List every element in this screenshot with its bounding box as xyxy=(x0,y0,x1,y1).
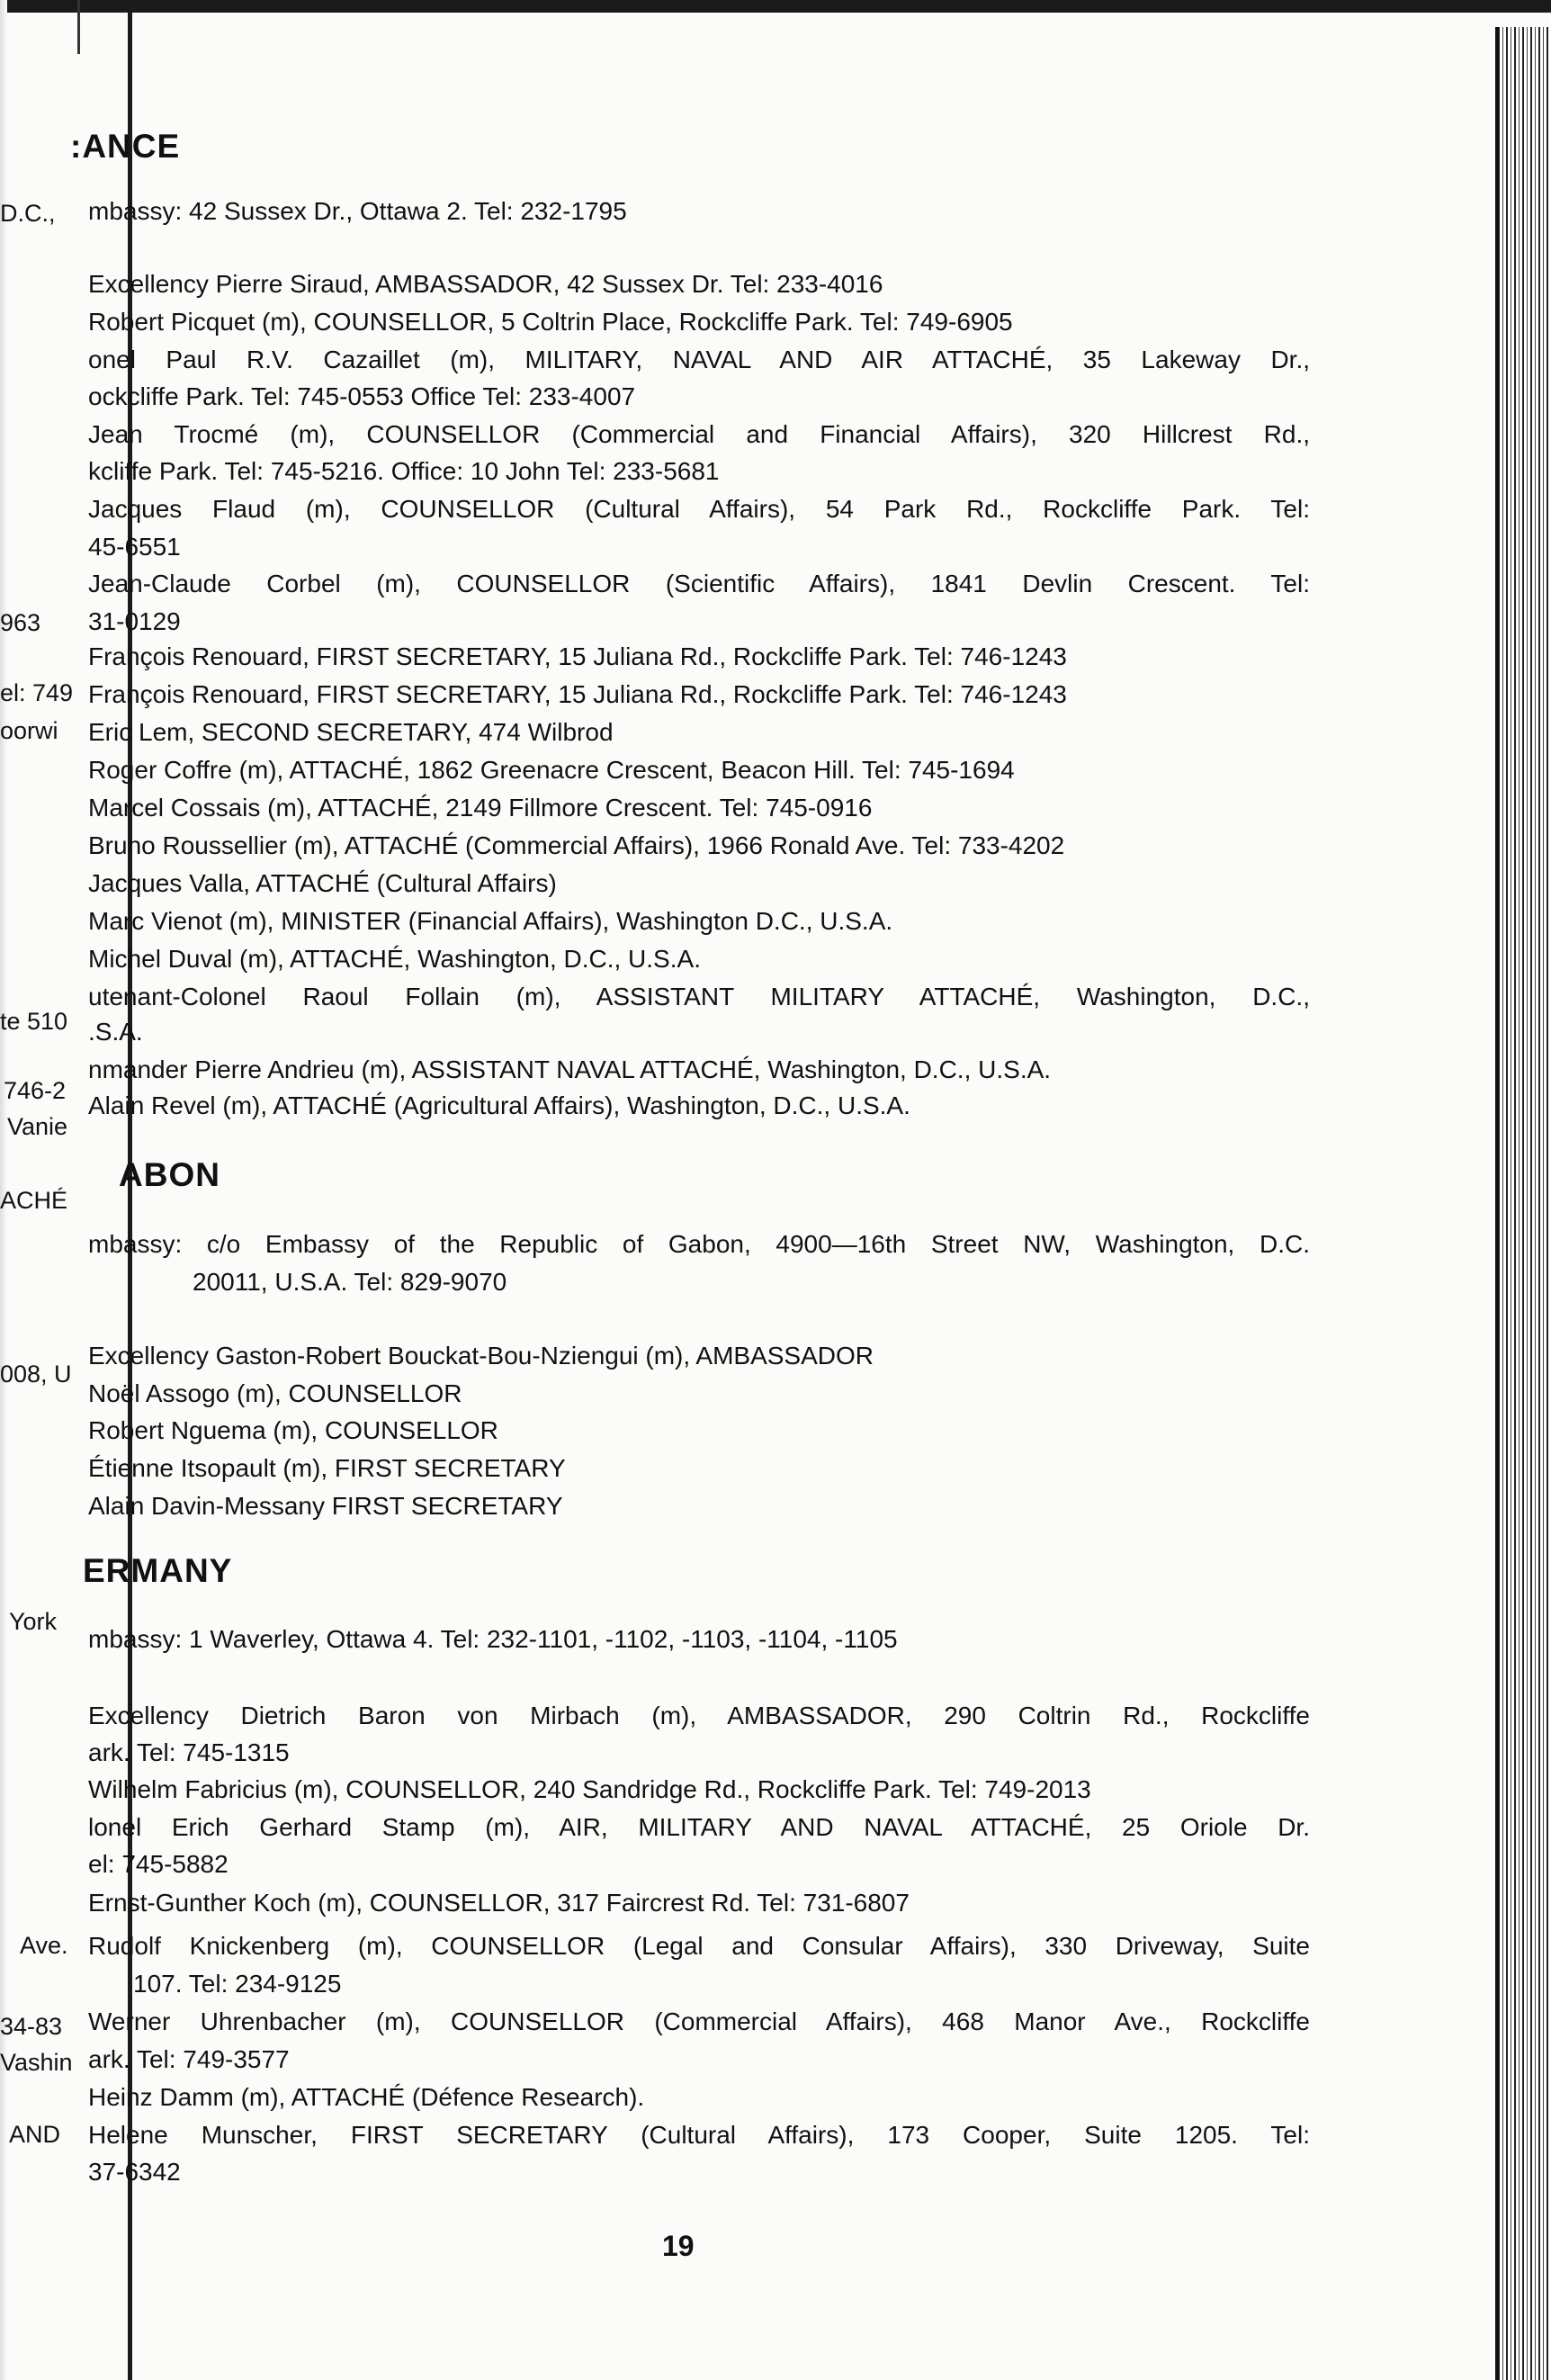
staff-entry: Ernst-Gunther Koch (m), COUNSELLOR, 317 Faircrest Rd. Tel: 731-6807 xyxy=(88,1889,910,1917)
staff-entry: François Renouard, FIRST SECRETARY, 15 Juliana Rd., Rockcliffe Park. Tel: 746-1243 xyxy=(88,680,1067,708)
staff-entry: Robert Nguema (m), COUNSELLOR xyxy=(88,1416,498,1444)
staff-entry: utenant-Colonel Raoul Follain (m), ASSISTANT MILITARY ATTACHÉ, Washington, D.C., xyxy=(88,983,1310,1010)
staff-entry-continued: el: 745-5882 xyxy=(88,1850,229,1878)
staff-entry: Rudolf Knickenberg (m), COUNSELLOR (Legal and Consular Affairs), 330 Driveway, Suite xyxy=(88,1932,1310,1960)
page-number: 19 xyxy=(662,2230,695,2262)
staff-entry: François Renouard, FIRST SECRETARY, 15 Juliana Rd., Rockcliffe Park. Tel: 746-1243 xyxy=(88,642,1067,670)
gutter-mark xyxy=(77,0,80,54)
staff-entry-continued: 45-6551 xyxy=(88,533,181,561)
staff-entry-continued: 37-6342 xyxy=(88,2158,181,2186)
staff-entry-continued: ockcliffe Park. Tel: 745-0553 Office Tel: 233-4007 xyxy=(88,382,636,410)
left-fragment: oorwi xyxy=(0,717,58,744)
staff-entry-continued: .S.A. xyxy=(88,1018,143,1046)
left-fragment: Vanie xyxy=(7,1113,68,1140)
staff-entry-continued: ark. Tel: 749-3577 xyxy=(88,2045,290,2073)
top-scan-edge xyxy=(0,0,1551,13)
staff-entry: Jacques Valla, ATTACHÉ (Cultural Affairs) xyxy=(88,869,557,897)
section-heading-france: :ANCE xyxy=(70,128,181,165)
embassy-address-continued: 20011, U.S.A. Tel: 829-9070 xyxy=(193,1268,507,1296)
staff-entry: lonel Erich Gerhard Stamp (m), AIR, MILITARY AND NAVAL ATTACHÉ, 25 Oriole Dr. xyxy=(88,1813,1310,1841)
staff-entry: Alain Davin-Messany FIRST SECRETARY xyxy=(88,1492,563,1520)
left-fragment: 34-83 xyxy=(0,2013,63,2040)
staff-entry: Bruno Roussellier (m), ATTACHÉ (Commercial Affairs), 1966 Ronald Ave. Tel: 733-4202 xyxy=(88,831,1065,859)
staff-entry: Marcel Cossais (m), ATTACHÉ, 2149 Fillmore Crescent. Tel: 745-0916 xyxy=(88,794,873,822)
staff-entry: onel Paul R.V. Cazaillet (m), MILITARY, NAVAL AND AIR ATTACHÉ, 35 Lakeway Dr., xyxy=(88,346,1310,373)
left-fragment: el: 749 xyxy=(0,679,74,706)
embassy-address: mbassy: c/o Embassy of the Republic of Gabon, 4900—16th Street NW, Washington, D.C. xyxy=(88,1230,1310,1258)
staff-entry: Excellency Pierre Siraud, AMBASSADOR, 42 Sussex Dr. Tel: 233-4016 xyxy=(88,270,883,298)
staff-entry: Heinz Damm (m), ATTACHÉ (Défence Research). xyxy=(88,2083,645,2111)
staff-entry: Jacques Flaud (m), COUNSELLOR (Cultural Affairs), 54 Park Rd., Rockcliffe Park. Tel: xyxy=(88,495,1310,523)
left-fragment: York xyxy=(9,1608,58,1635)
staff-entry: Excellency Dietrich Baron von Mirbach (m), AMBASSADOR, 290 Coltrin Rd., Rockcliffe xyxy=(88,1702,1310,1729)
staff-entry: Jean-Claude Corbel (m), COUNSELLOR (Scientific Affairs), 1841 Devlin Crescent. Tel: xyxy=(88,570,1310,597)
embassy-address: mbassy: 1 Waverley, Ottawa 4. Tel: 232-1101, -1102, -1103, -1104, -1105 xyxy=(88,1625,898,1653)
staff-entry: Marc Vienot (m), MINISTER (Financial Affairs), Washington D.C., U.S.A. xyxy=(88,907,893,935)
staff-entry: Jean Trocmé (m), COUNSELLOR (Commercial and Financial Affairs), 320 Hillcrest Rd., xyxy=(88,420,1310,448)
staff-entry: Robert Picquet (m), COUNSELLOR, 5 Coltrin Place, Rockcliffe Park. Tel: 749-6905 xyxy=(88,308,1013,336)
staff-entry-continued: ark. Tel: 745-1315 xyxy=(88,1738,290,1766)
staff-entry-continued: 107. Tel: 234-9125 xyxy=(133,1970,342,1998)
left-fragment: AND xyxy=(9,2121,61,2148)
left-fragment: Ave. xyxy=(20,1932,68,1959)
left-fragment: 746-2 xyxy=(4,1077,67,1104)
left-fragment: te 510 xyxy=(0,1008,68,1035)
staff-entry: nmander Pierre Andrieu (m), ASSISTANT NAVAL ATTACHÉ, Washington, D.C., U.S.A. xyxy=(88,1055,1052,1083)
staff-entry: Excellency Gaston-Robert Bouckat-Bou-Nziengui (m), AMBASSADOR xyxy=(88,1342,874,1370)
staff-entry: Étienne Itsopault (m), FIRST SECRETARY xyxy=(88,1454,566,1482)
left-fragment: 963 xyxy=(0,609,41,636)
staff-entry-continued: kcliffe Park. Tel: 745-5216. Office: 10 John Tel: 233-5681 xyxy=(88,457,720,485)
left-fragment: 008, U xyxy=(0,1361,72,1388)
staff-entry: Helene Munscher, FIRST SECRETARY (Cultural Affairs), 173 Cooper, Suite 1205. Tel: xyxy=(88,2121,1310,2149)
staff-entry: Eric Lem, SECOND SECRETARY, 474 Wilbrod xyxy=(88,718,614,746)
left-fragment: Vashin xyxy=(0,2049,73,2076)
section-heading-germany: ERMANY xyxy=(83,1552,233,1589)
embassy-address: mbassy: 42 Sussex Dr., Ottawa 2. Tel: 232-1795 xyxy=(88,197,627,225)
staff-entry: Noël Assogo (m), COUNSELLOR xyxy=(88,1379,462,1407)
left-fragment: D.C., xyxy=(0,200,56,227)
section-heading-gabon: ABON xyxy=(119,1156,220,1193)
staff-entry: Alain Revel (m), ATTACHÉ (Agricultural Affairs), Washington, D.C., U.S.A. xyxy=(88,1091,910,1119)
staff-entry: Werner Uhrenbacher (m), COUNSELLOR (Commercial Affairs), 468 Manor Ave., Rockcliffe xyxy=(88,2007,1310,2035)
staff-entry: Wilhelm Fabricius (m), COUNSELLOR, 240 Sandridge Rd., Rockcliffe Park. Tel: 749-2013 xyxy=(88,1775,1091,1803)
staff-entry: Michel Duval (m), ATTACHÉ, Washington, D.C., U.S.A. xyxy=(88,945,701,973)
page-stack-edge xyxy=(1495,27,1551,2380)
staff-entry-continued: 31-0129 xyxy=(88,607,181,635)
staff-entry: Roger Coffre (m), ATTACHÉ, 1862 Greenacre Crescent, Beacon Hill. Tel: 745-1694 xyxy=(88,756,1015,784)
left-fragment: ACHÉ xyxy=(0,1187,68,1214)
